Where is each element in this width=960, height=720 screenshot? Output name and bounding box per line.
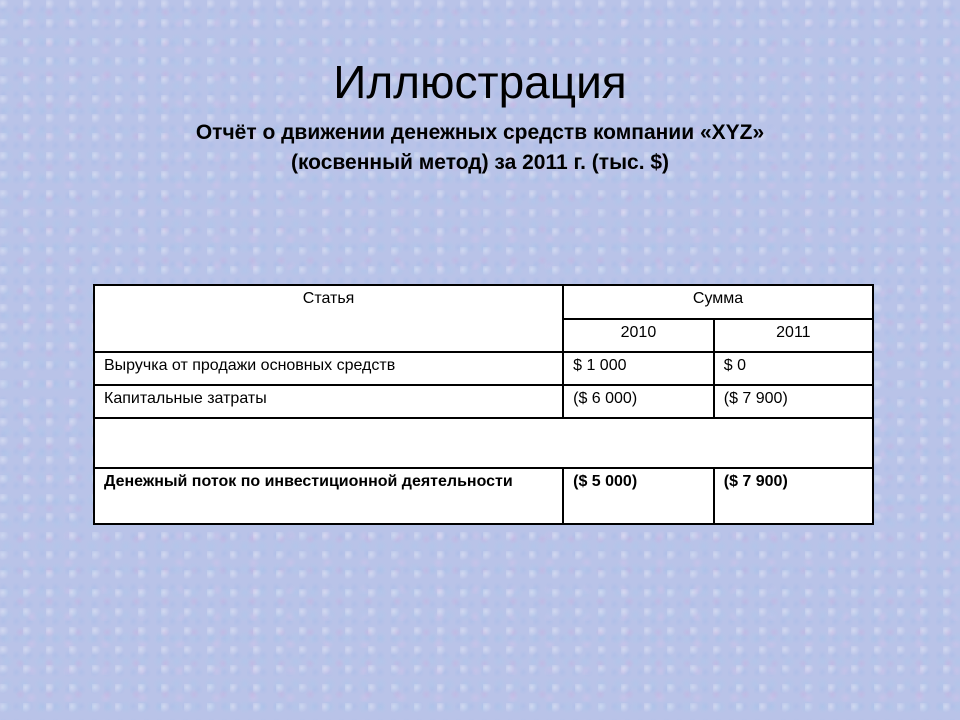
table-empty-row bbox=[94, 418, 873, 468]
table-row bbox=[94, 385, 873, 418]
slide-subtitle bbox=[0, 118, 960, 178]
table-total-row bbox=[94, 468, 873, 524]
table-row bbox=[94, 352, 873, 385]
row-item: Капитальные затраты bbox=[94, 385, 563, 418]
row-value-2010: $ 1 000 bbox=[563, 352, 714, 385]
row-item: Выручка от продажи основных средств bbox=[94, 352, 563, 385]
table-header-row bbox=[94, 285, 873, 319]
subtitle-line-2: (косвенный метод) за 2011 г. (тыс. $) bbox=[290, 151, 670, 174]
header-year-2010: 2010 bbox=[563, 319, 714, 352]
slide-title: Иллюстрация bbox=[333, 56, 627, 108]
row-value-2011: ($ 7 900) bbox=[714, 385, 873, 418]
empty-cell bbox=[94, 418, 873, 468]
header-amount: Сумма bbox=[563, 285, 873, 319]
row-value-2010: ($ 6 000) bbox=[563, 385, 714, 418]
total-value-2010: ($ 5 000) bbox=[563, 468, 714, 524]
total-value-2011: ($ 7 900) bbox=[714, 468, 873, 524]
header-item: Статья bbox=[94, 285, 563, 352]
header-year-2011: 2011 bbox=[714, 319, 873, 352]
total-item: Денежный поток по инвестиционной деятельности bbox=[94, 468, 563, 524]
row-value-2011: $ 0 bbox=[714, 352, 873, 385]
subtitle-line-1: Отчёт о движении денежных средств компании «XYZ» bbox=[195, 121, 765, 144]
cash-flow-table bbox=[93, 284, 874, 525]
